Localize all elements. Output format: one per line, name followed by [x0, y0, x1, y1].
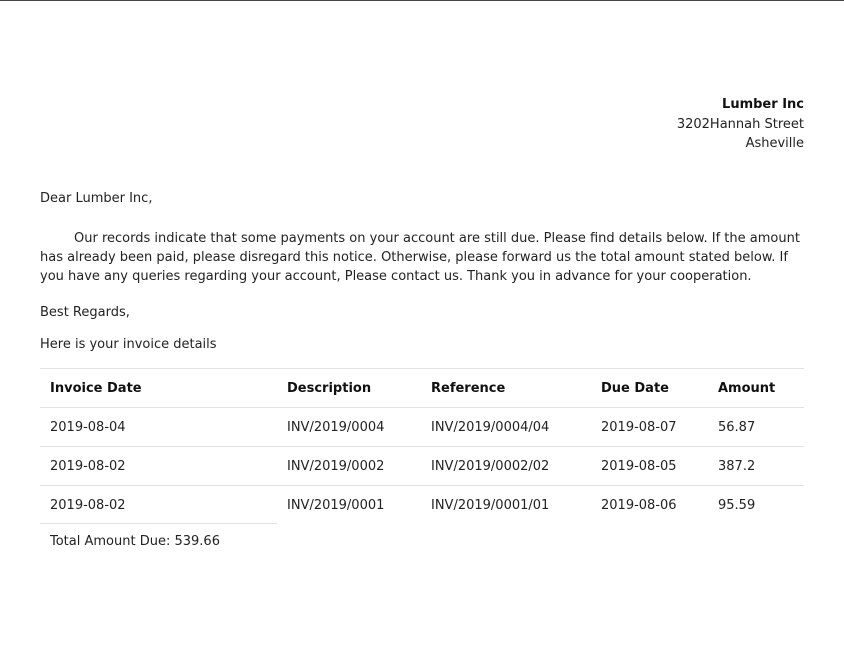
cell-invoice-date: 2019-08-02	[40, 447, 277, 486]
cell-reference: INV/2019/0004/04	[421, 408, 591, 447]
cell-due-date: 2019-08-05	[591, 447, 708, 486]
header-invoice-date: Invoice Date	[40, 369, 277, 408]
total-divider	[40, 523, 277, 524]
cell-amount: 387.2	[708, 447, 804, 486]
letter-closing: Best Regards,	[40, 305, 130, 320]
letter-body: Our records indicate that some payments on your account are still due. Please find details below. If the amount has already been paid, please disregard this notice. Otherwise, please forward us the total amount stated below. If you have any queries regarding your account, Please contact us. Thank you in advance for your cooperation.	[40, 231, 800, 284]
cell-amount: 95.59	[708, 486, 804, 525]
cell-description: INV/2019/0001	[277, 486, 421, 525]
recipient-company: Lumber Inc	[722, 97, 804, 112]
table-row	[40, 447, 804, 486]
cell-amount: 56.87	[708, 408, 804, 447]
recipient-street: 3202Hannah Street	[676, 116, 804, 132]
table-row	[40, 486, 804, 525]
cell-reference: INV/2019/0001/01	[421, 486, 591, 525]
invoice-intro: Here is your invoice details	[40, 337, 217, 352]
recipient-city: Asheville	[745, 136, 804, 151]
header-amount: Amount	[708, 369, 804, 408]
header-reference: Reference	[421, 369, 591, 408]
header-description: Description	[277, 369, 421, 408]
table-row	[40, 408, 804, 447]
cell-description: INV/2019/0002	[277, 447, 421, 486]
cell-due-date: 2019-08-06	[591, 486, 708, 525]
cell-invoice-date: 2019-08-02	[40, 486, 277, 525]
cell-reference: INV/2019/0002/02	[421, 447, 591, 486]
recipient-address	[677, 95, 804, 154]
cell-description: INV/2019/0004	[277, 408, 421, 447]
cell-invoice-date: 2019-08-04	[40, 408, 277, 447]
cell-due-date: 2019-08-07	[591, 408, 708, 447]
invoice-table	[40, 368, 804, 524]
header-due-date: Due Date	[591, 369, 708, 408]
letter-greeting: Dear Lumber Inc,	[40, 191, 153, 206]
invoice-header-row	[40, 369, 804, 408]
total-amount-due: Total Amount Due: 539.66	[50, 534, 220, 549]
top-border	[0, 0, 844, 1]
